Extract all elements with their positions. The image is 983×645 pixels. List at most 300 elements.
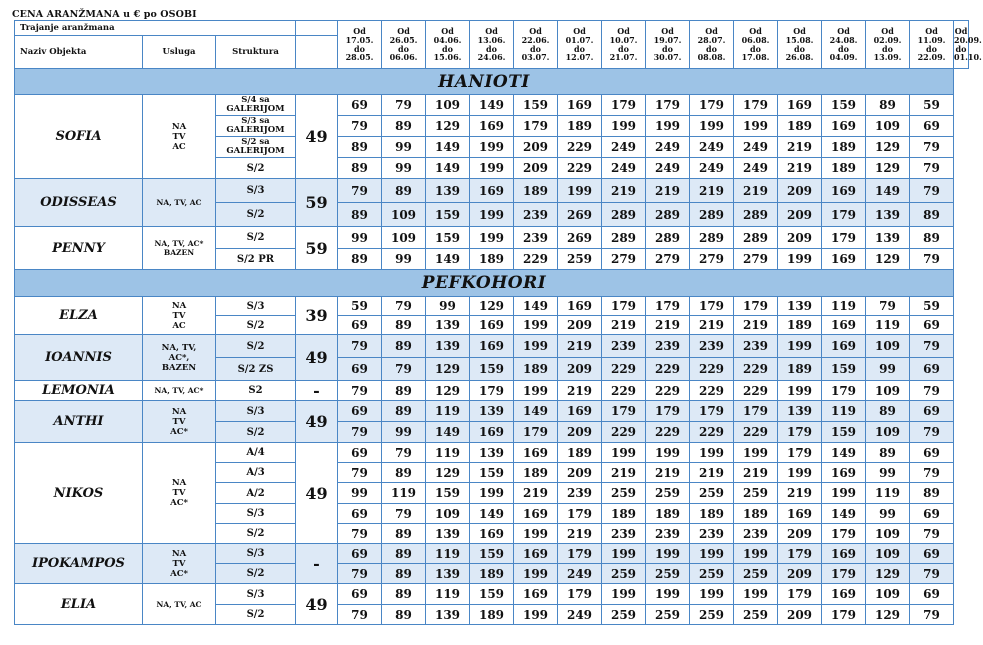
price-cell: 239 [734,335,778,358]
period-line: do [354,43,365,54]
price-cell: 109 [866,335,910,358]
price-cell: 199 [778,381,822,401]
struktura-cell [216,564,296,584]
price-cell: 129 [426,463,470,483]
price-cell: 69 [910,401,954,422]
price-cell: 179 [646,401,690,422]
price-cell: 119 [426,443,470,463]
price-cell: 59 [910,297,954,316]
period-line: do [618,43,629,54]
price-cell: 209 [558,422,602,443]
hotel-name: ELIA [15,584,143,625]
price-cell: 99 [382,422,426,443]
price-cell: 239 [602,335,646,358]
price-cell: 179 [470,381,514,401]
struktura-cell [216,137,296,158]
price-cell: 99 [866,504,910,524]
price-cell: 79 [910,422,954,443]
price-cell: 199 [514,316,558,335]
table-row [15,95,969,116]
price-cell: 69 [338,401,382,422]
price-cell: 179 [778,422,822,443]
struktura-cell [216,381,296,401]
period-line: 26.08. [785,52,814,63]
usluga-line: NA, TV, AC [156,599,202,609]
price-cell: 109 [866,584,910,605]
price-cell: 79 [338,564,382,584]
price-cell: 99 [382,137,426,158]
struktura-cell [216,524,296,544]
struktura-line: S/3 [246,508,265,519]
price-cell: 59 [910,95,954,116]
col-usluga: Usluga [143,36,216,69]
price-cell: 169 [514,584,558,605]
price-cell: 229 [646,422,690,443]
period-line: 11.09. [917,34,946,45]
price-cell: 219 [778,483,822,504]
price-cell: 189 [822,137,866,158]
price-cell: 179 [822,381,866,401]
price-cell: 189 [470,249,514,270]
trajanje-cell: 49 [296,401,338,443]
price-cell: 159 [470,544,514,564]
usluga-cell [143,335,216,381]
price-cell: 99 [866,463,910,483]
price-cell: 99 [338,227,382,249]
usluga-cell [143,443,216,544]
price-cell: 139 [778,401,822,422]
price-cell: 69 [338,504,382,524]
price-cell: 189 [778,316,822,335]
price-cell: 99 [426,297,470,316]
usluga-line: NA [171,406,187,417]
period-line: do [838,43,849,54]
price-cell: 179 [822,605,866,625]
usluga-line: BAZEN [163,248,195,257]
price-cell: 229 [690,381,734,401]
price-cell: 129 [866,137,910,158]
trajanje-cell: - [296,381,338,401]
period-line: Od [954,26,968,37]
price-cell: 79 [338,179,382,203]
price-cell: 189 [646,504,690,524]
struktura-cell [216,158,296,179]
struktura-cell [216,249,296,270]
price-cell: 219 [734,179,778,203]
hotel-name: NIKOS [15,443,143,544]
price-cell: 209 [778,179,822,203]
price-cell: 199 [778,335,822,358]
price-cell: 229 [558,158,602,179]
price-cell: 89 [382,584,426,605]
period-line: 17.08. [741,52,770,63]
usluga-line: NA [171,548,187,559]
period-line: 22.09. [917,52,946,63]
hotel-name: SOFIA [15,95,143,179]
price-cell: 259 [558,249,602,270]
price-cell: 219 [602,316,646,335]
price-cell: 79 [866,297,910,316]
price-cell: 139 [866,227,910,249]
price-cell: 189 [822,158,866,179]
period-line: Od [485,26,498,37]
period-header [822,21,866,69]
period-line: Od [661,26,674,37]
price-cell: 69 [910,544,954,564]
price-cell: 229 [602,358,646,381]
price-cell: 289 [602,203,646,227]
usluga-cell [143,297,216,335]
price-cell: 169 [470,524,514,544]
price-cell: 169 [822,544,866,564]
table-row [15,584,969,605]
price-cell: 259 [602,605,646,625]
price-cell: 89 [910,227,954,249]
struktura-line: S/2 [246,232,265,243]
price-cell: 189 [514,358,558,381]
price-cell: 219 [558,335,602,358]
price-cell: 179 [778,544,822,564]
table-row [15,335,969,358]
price-cell: 229 [602,422,646,443]
price-cell: 219 [646,179,690,203]
price-cell: 79 [338,422,382,443]
price-cell: 169 [470,179,514,203]
price-cell: 189 [558,443,602,463]
price-cell: 279 [734,249,778,270]
struktura-cell [216,227,296,249]
price-cell: 179 [822,564,866,584]
price-cell: 199 [602,584,646,605]
price-cell: 89 [866,401,910,422]
struktura-line: S/2 [246,319,265,331]
price-cell: 169 [514,504,558,524]
price-cell: 159 [514,95,558,116]
struktura-line: S/2 [246,162,265,174]
price-cell: 139 [470,401,514,422]
price-cell: 69 [910,116,954,137]
price-cell: 209 [558,316,602,335]
hotel-name: ODISSEAS [15,179,143,227]
period-line: do [574,43,585,54]
period-line: 01.10. [954,52,982,63]
price-cell: 89 [382,524,426,544]
price-cell: 219 [778,137,822,158]
period-line: 10.07. [609,34,638,45]
price-cell: 239 [514,227,558,249]
price-cell: 189 [470,605,514,625]
struktura-cell [216,358,296,381]
price-cell: 159 [822,358,866,381]
price-cell: 169 [514,544,558,564]
period-header [646,21,690,69]
price-cell: 89 [866,95,910,116]
hotel-name: PENNY [15,227,143,270]
price-cell: 109 [382,203,426,227]
price-cell: 239 [690,524,734,544]
price-cell: 199 [514,605,558,625]
price-cell: 249 [558,564,602,584]
struktura-cell [216,422,296,443]
price-cell: 189 [778,116,822,137]
price-cell: 289 [602,227,646,249]
col-struktura: Struktura [216,36,296,69]
price-cell: 249 [690,137,734,158]
col-trajanje-blank [296,36,338,69]
trajanje-cell: 49 [296,584,338,625]
period-line: Od [925,26,938,37]
table-row [15,297,969,316]
price-cell: 119 [866,483,910,504]
struktura-line: S/2 [246,528,265,539]
price-cell: 209 [558,463,602,483]
table-row [15,179,969,203]
price-cell: 179 [778,584,822,605]
page-title: CENA ARANŽMANA u € po OSOBI [12,9,197,20]
price-cell: 79 [338,605,382,625]
price-cell: 199 [602,544,646,564]
price-cell: 199 [514,335,558,358]
struktura-line: S/3 [246,548,265,559]
price-cell: 189 [602,504,646,524]
price-cell: 209 [778,605,822,625]
price-cell: 239 [514,203,558,227]
price-cell: 219 [514,483,558,504]
price-cell: 259 [690,564,734,584]
price-cell: 109 [866,116,910,137]
price-cell: 89 [382,316,426,335]
price-cell: 169 [822,116,866,137]
price-cell: 179 [602,297,646,316]
region-name: HANIOTI [15,69,954,95]
price-cell: 139 [426,335,470,358]
price-cell: 129 [866,158,910,179]
price-cell: 159 [470,463,514,483]
price-cell: 189 [734,504,778,524]
period-line: Od [705,26,718,37]
price-cell: 239 [602,524,646,544]
price-cell: 169 [822,335,866,358]
hotel-name: IOANNIS [15,335,143,381]
price-cell: 139 [426,564,470,584]
region-row [15,270,969,297]
price-cell: 259 [690,605,734,625]
trajanje-cell: 49 [296,443,338,544]
price-cell: 119 [426,584,470,605]
price-cell: 69 [910,358,954,381]
price-cell: 79 [910,335,954,358]
struktura-cell [216,605,296,625]
usluga-line: AC* [170,426,188,437]
price-cell: 79 [382,358,426,381]
price-cell: 219 [558,381,602,401]
price-cell: 159 [822,422,866,443]
usluga-line: AC [172,141,186,152]
price-cell: 89 [866,443,910,463]
price-cell: 179 [558,584,602,605]
period-line: Od [793,26,806,37]
price-cell: 79 [382,504,426,524]
price-cell: 229 [734,422,778,443]
price-cell: 89 [338,249,382,270]
price-cell: 159 [470,584,514,605]
usluga-line: AC* [170,498,188,508]
period-line: Od [397,26,410,37]
price-cell: 89 [382,179,426,203]
struktura-line: S/4 sa [241,94,270,105]
usluga-cell [143,544,216,584]
struktura-line: S/3 [246,185,265,196]
period-line: Od [573,26,586,37]
period-line: do [442,43,453,54]
price-cell: 89 [338,137,382,158]
trajanje-cell: 59 [296,179,338,227]
price-cell: 89 [382,605,426,625]
struktura-line: GALERIJOM [226,146,285,156]
price-cell: 179 [646,95,690,116]
price-cell: 199 [470,227,514,249]
price-cell: 189 [778,358,822,381]
price-cell: 199 [734,584,778,605]
price-cell: 279 [690,249,734,270]
price-cell: 99 [382,249,426,270]
price-cell: 169 [822,179,866,203]
price-cell: 109 [866,544,910,564]
struktura-cell [216,544,296,564]
price-cell: 269 [558,227,602,249]
price-cell: 149 [426,249,470,270]
price-cell: 89 [382,381,426,401]
period-line: 03.07. [521,52,550,63]
struktura-line: A/2 [246,487,265,499]
price-cell: 199 [778,249,822,270]
price-cell: 199 [470,137,514,158]
trajanje-cell: 49 [296,95,338,179]
usluga-line: NA [171,121,187,132]
price-cell: 149 [426,422,470,443]
struktura-cell [216,504,296,524]
struktura-cell [216,463,296,483]
price-cell: 79 [338,524,382,544]
price-cell: 89 [382,564,426,584]
table-row [15,381,969,401]
price-cell: 249 [734,137,778,158]
price-cell: 219 [734,316,778,335]
price-cell: 169 [470,116,514,137]
usluga-cell [143,401,216,443]
price-cell: 219 [646,463,690,483]
struktura-cell [216,443,296,463]
price-cell: 179 [734,297,778,316]
price-cell: 289 [734,227,778,249]
period-header [954,21,982,69]
price-cell: 129 [426,116,470,137]
price-cell: 209 [514,137,558,158]
price-cell: 199 [470,158,514,179]
usluga-cell [143,179,216,227]
price-cell: 69 [338,316,382,335]
price-cell: 199 [734,443,778,463]
hotel-name: LEMONIA [15,381,143,401]
price-cell: 239 [558,483,602,504]
period-line: 24.08. [829,34,858,45]
price-cell: 199 [690,544,734,564]
price-cell: 199 [778,463,822,483]
usluga-line: NA, TV, AC [156,198,202,207]
period-line: do [794,43,805,54]
price-cell: 119 [426,544,470,564]
price-cell: 209 [778,203,822,227]
period-line: do [706,43,717,54]
price-cell: 169 [778,504,822,524]
price-cell: 179 [602,401,646,422]
price-cell: 199 [646,584,690,605]
price-cell: 139 [426,179,470,203]
period-line: 20.09. [954,34,982,45]
price-cell: 169 [822,463,866,483]
price-cell: 69 [910,584,954,605]
price-cell: 119 [382,483,426,504]
price-cell: 159 [426,227,470,249]
price-cell: 249 [602,137,646,158]
price-cell: 89 [382,335,426,358]
period-line: 24.06. [477,52,506,63]
struktura-cell [216,203,296,227]
price-cell: 159 [470,358,514,381]
price-cell: 199 [690,584,734,605]
price-cell: 269 [558,203,602,227]
period-line: Od [441,26,454,37]
price-cell: 219 [690,316,734,335]
period-line: 28.07. [697,34,726,45]
struktura-line: S/2 sa [241,136,270,147]
price-cell: 229 [646,381,690,401]
price-cell: 159 [822,95,866,116]
period-header [690,21,734,69]
usluga-line: TV [172,558,186,569]
price-cell: 259 [734,605,778,625]
price-cell: 199 [690,443,734,463]
price-cell: 129 [866,605,910,625]
period-header [382,21,426,69]
price-cell: 209 [514,158,558,179]
struktura-line: S/2 [246,340,265,352]
price-cell: 149 [822,504,866,524]
price-cell: 69 [338,95,382,116]
trajanje-blank [296,21,338,36]
price-cell: 119 [426,401,470,422]
price-cell: 139 [866,203,910,227]
price-cell: 89 [338,158,382,179]
price-cell: 179 [778,443,822,463]
usluga-line: TV [172,488,186,498]
period-line: 12.07. [565,52,594,63]
period-line: Od [353,26,366,37]
price-cell: 249 [558,605,602,625]
price-cell: 89 [382,544,426,564]
period-header [778,21,822,69]
period-line: 30.07. [653,52,682,63]
period-line: 02.09. [873,34,902,45]
price-cell: 259 [602,483,646,504]
usluga-line: NA [171,300,187,311]
price-cell: 199 [734,544,778,564]
struktura-line: A/3 [246,467,265,478]
price-cell: 179 [690,95,734,116]
price-cell: 189 [470,564,514,584]
period-line: Od [749,26,762,37]
price-table [14,20,982,625]
